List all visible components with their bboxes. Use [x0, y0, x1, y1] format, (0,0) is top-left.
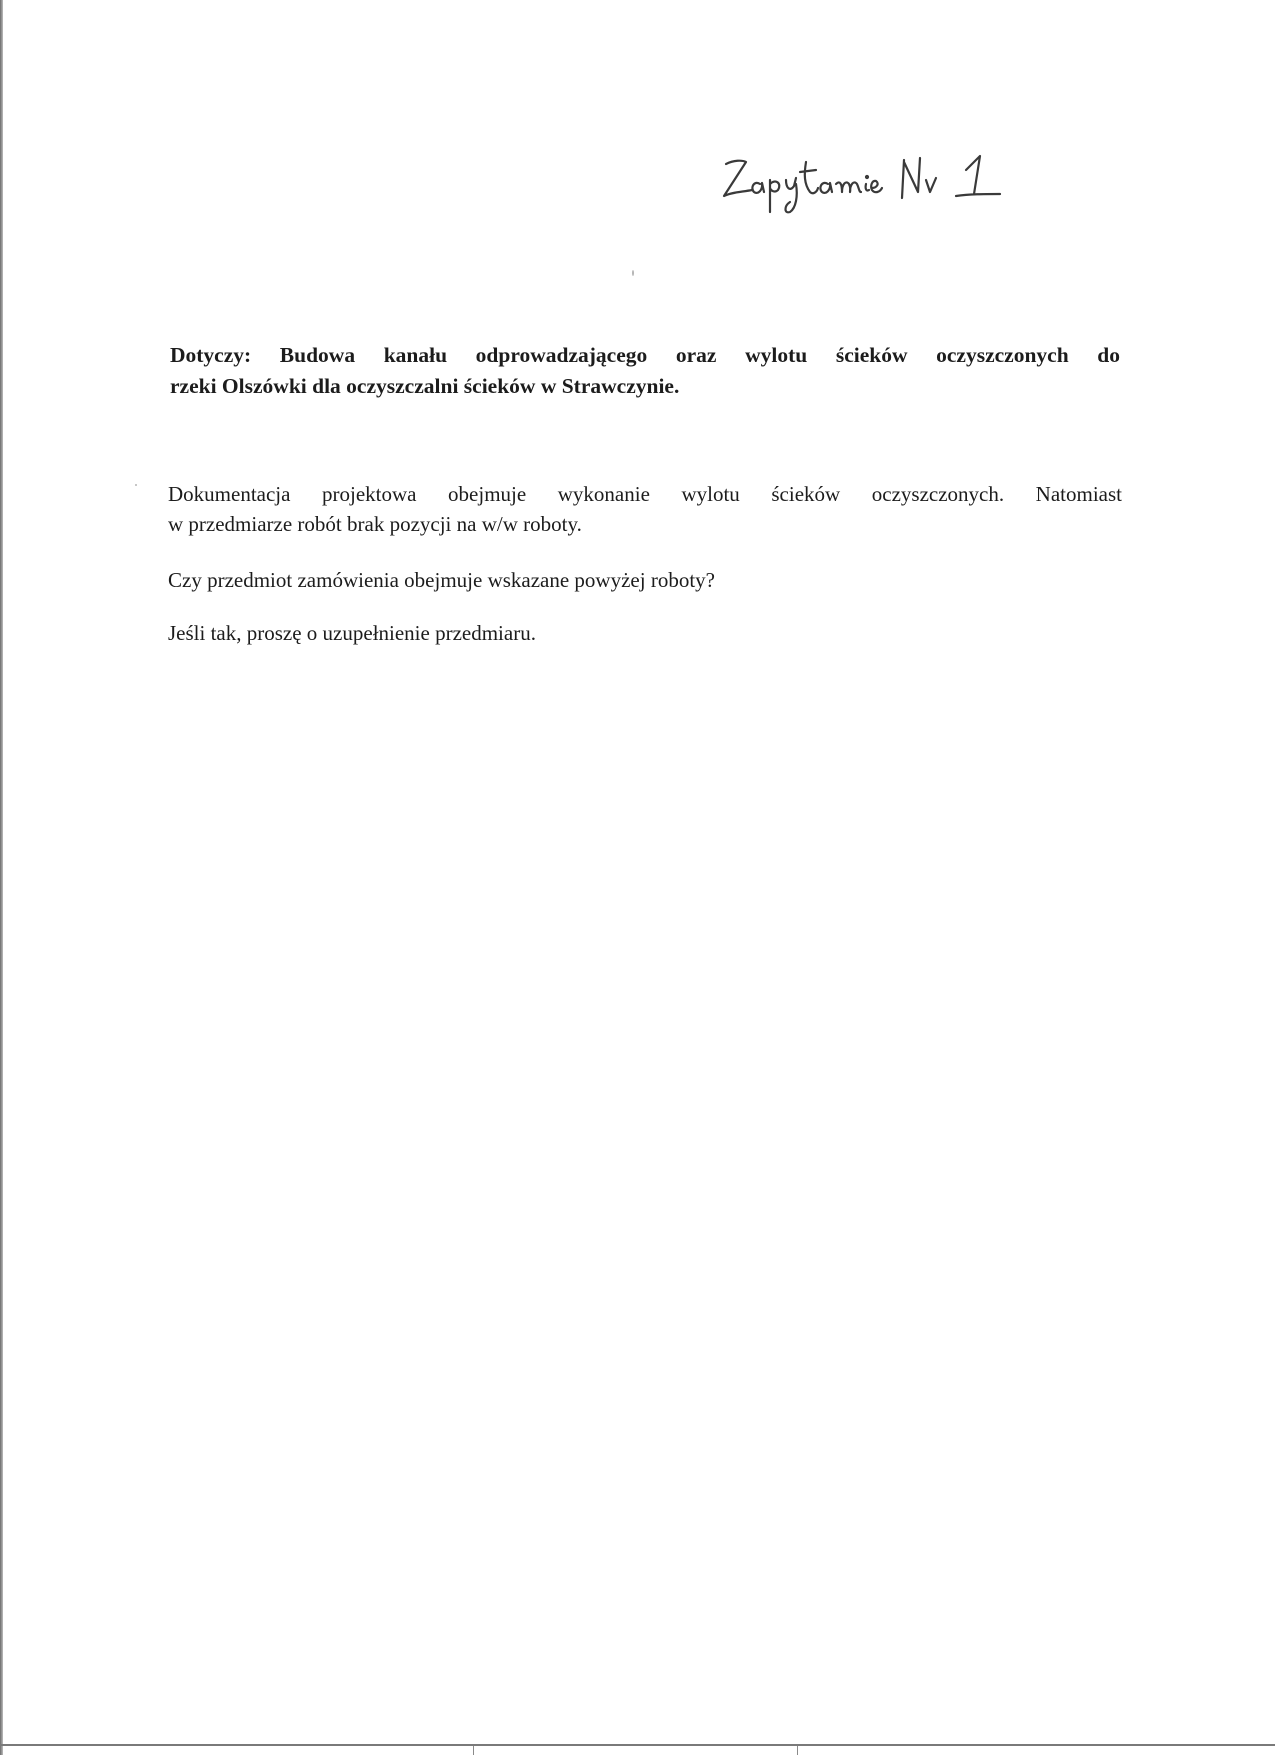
subject-heading: [170, 340, 1120, 402]
scan-tick: [473, 1746, 474, 1755]
handwritten-title: [718, 150, 1018, 240]
paragraph-documentation-line-1: Dokumentacja projektowa obejmuje wykonanie wylotu ścieków oczyszczonych. Natomiast: [168, 482, 1122, 506]
handwriting-drawing: [718, 150, 1018, 240]
paragraph-request: Jeśli tak, proszę o uzupełnienie przedmiaru.: [168, 621, 536, 645]
scan-speck: [632, 270, 634, 276]
scan-speck: [135, 484, 137, 486]
paragraph-documentation-line-2: w przedmiarze robót brak pozycji na w/w roboty.: [168, 512, 582, 536]
scan-tick: [797, 1746, 798, 1755]
paragraph-documentation: [168, 479, 1122, 539]
subject-line-2: rzeki Olszówki dla oczyszczalni ścieków w Strawczynie.: [170, 374, 680, 398]
scan-edge-bottom: [0, 1744, 1275, 1746]
scan-edge-left: [0, 0, 3, 1755]
paragraph-question: Czy przedmiot zamówienia obejmuje wskazane powyżej roboty?: [168, 568, 715, 592]
subject-line-1: Dotyczy: Budowa kanału odprowadzającego oraz wylotu ścieków oczyszczonych do: [170, 343, 1120, 367]
